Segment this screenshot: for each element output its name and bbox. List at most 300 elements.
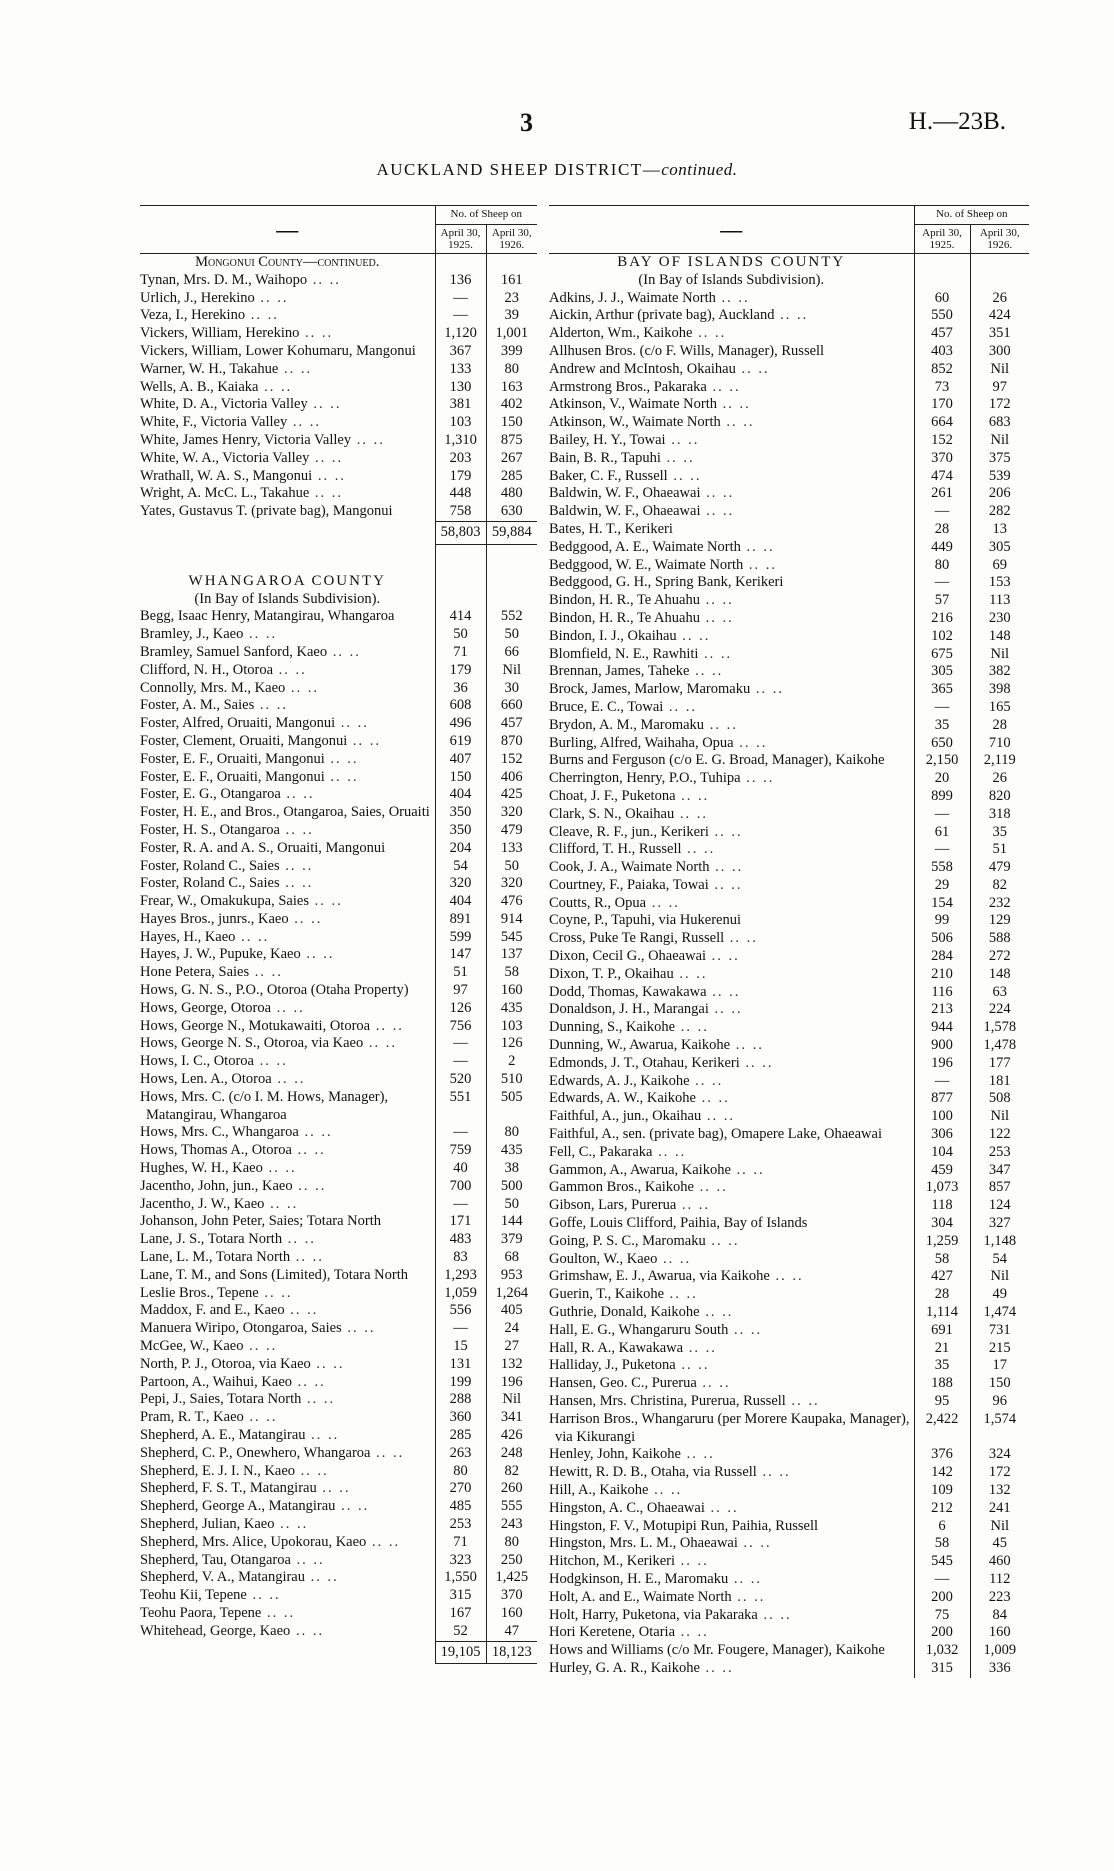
sheep-1925: 28	[914, 521, 970, 539]
leader-dots: .. ..	[676, 627, 711, 644]
sheep-1926: 82	[486, 1463, 537, 1481]
table-row	[140, 290, 537, 308]
entry-label: Hansen, Mrs. Christina, Purerua, Russell	[549, 1393, 786, 1409]
entry-label: Brennan, James, Taheke	[549, 663, 690, 680]
table-row	[549, 628, 1029, 646]
leader-dots: .. ..	[299, 325, 334, 342]
sheep-1925: 167	[435, 1605, 486, 1623]
entry-label: Hayes, H., Kaeo	[140, 928, 236, 945]
sheep-1926: 914	[486, 911, 537, 929]
leader-dots: .. ..	[706, 983, 741, 1000]
sheep-1926: 206	[970, 485, 1029, 503]
empty-cell	[914, 254, 970, 272]
entry-label: Atkinson, V., Waimate North	[549, 396, 717, 413]
entry-label: Bruce, E. C., Towai	[549, 698, 664, 715]
sheep-1925: 75	[914, 1607, 970, 1625]
entry-name	[549, 1179, 914, 1197]
table-row	[140, 1587, 537, 1605]
sheep-1925: 381	[435, 396, 486, 414]
entry-name	[549, 1197, 914, 1215]
entry-label: Atkinson, W., Waimate North	[549, 414, 721, 431]
table-row	[140, 1374, 537, 1392]
sheep-1926: 50	[486, 626, 537, 644]
sheep-1925: 506	[914, 930, 970, 948]
sheep-1925: 130	[435, 379, 486, 397]
header-dash: —	[140, 206, 435, 254]
sheep-1925: 376	[914, 1446, 970, 1464]
sheep-1926: 267	[486, 450, 537, 468]
sheep-1926: Nil	[486, 662, 537, 680]
leader-dots: .. ..	[709, 859, 744, 876]
sheep-1926: 305	[970, 539, 1029, 557]
table-row	[140, 840, 537, 858]
entry-name	[549, 895, 914, 913]
table-row	[549, 681, 1029, 699]
empty-cell	[486, 544, 537, 573]
sheep-1925: 284	[914, 948, 970, 966]
table-row	[549, 1340, 1029, 1358]
table-row	[549, 414, 1029, 432]
entry-label: Hows, Thomas A., Otoroa	[140, 1142, 292, 1159]
sheep-1925: 28	[914, 1286, 970, 1304]
table-row	[549, 503, 1029, 521]
leader-dots: .. ..	[324, 750, 359, 767]
leader-dots: .. ..	[288, 910, 323, 927]
entry-name	[549, 1553, 914, 1571]
sheep-1925: 404	[435, 893, 486, 911]
entry-label: Shepherd, George A., Matangirau	[140, 1498, 336, 1515]
spacer-row	[140, 544, 537, 573]
empty-cell	[435, 591, 486, 609]
entry-label: Shepherd, Tau, Otangaroa	[140, 1551, 291, 1568]
entry-name	[549, 646, 914, 664]
sheep-1926: 165	[970, 699, 1029, 717]
leader-dots: .. ..	[243, 626, 278, 643]
entry-name	[549, 1500, 914, 1518]
sheep-1926: 406	[486, 769, 537, 787]
entry-name	[549, 379, 914, 397]
table-row	[549, 1055, 1029, 1073]
sheep-1926: 1,478	[970, 1037, 1029, 1055]
sheep-1926: 161	[486, 272, 537, 290]
sheep-1926: 23	[486, 290, 537, 308]
sheep-1925: 200	[914, 1624, 970, 1642]
entry-name	[140, 804, 435, 822]
table-row	[549, 450, 1029, 468]
sheep-1926: 318	[970, 806, 1029, 824]
sheep-1925: 285	[435, 1427, 486, 1445]
county-subheading-bay-of-islands: (In Bay of Islands Subdivision).	[638, 271, 825, 288]
entry-name	[549, 557, 914, 575]
table-row	[140, 929, 537, 947]
entry-label: Baldwin, W. F., Ohaeawai	[549, 503, 701, 520]
sheep-1925: 691	[914, 1322, 970, 1340]
sheep-1926: 424	[970, 307, 1029, 325]
leader-dots: .. ..	[737, 1535, 772, 1552]
sheep-1926: Nil	[970, 1108, 1029, 1126]
table-row	[549, 468, 1029, 486]
entry-label: Edmonds, J. T., Otahau, Kerikeri	[549, 1054, 740, 1071]
leader-dots: .. ..	[675, 1624, 709, 1641]
entry-name	[549, 1233, 914, 1251]
sheep-1925: 619	[435, 733, 486, 751]
leader-dots: .. ..	[700, 485, 735, 502]
sheep-1926: 398	[970, 681, 1029, 699]
sheep-1926: 351	[970, 325, 1029, 343]
leader-dots: .. ..	[262, 1160, 297, 1177]
leader-dots: .. ..	[273, 661, 307, 678]
sheep-1925: 2,150	[914, 752, 970, 770]
entry-name	[140, 1018, 435, 1036]
leader-dots: .. ..	[730, 1161, 765, 1178]
entry-name	[549, 1055, 914, 1073]
sheep-1925: 6	[914, 1518, 970, 1536]
entry-label: Wrathall, W. A. S., Mangonui	[140, 467, 313, 484]
sheep-1925: 170	[914, 396, 970, 414]
header-dash: —	[549, 206, 914, 254]
table-row	[140, 1160, 537, 1178]
sheep-1925: 71	[435, 644, 486, 662]
table-row	[549, 1304, 1029, 1322]
leader-dots: .. ..	[728, 1570, 762, 1587]
sheep-1926: 505	[486, 1089, 537, 1125]
table-row	[140, 1249, 537, 1267]
sheep-1925: —	[435, 307, 486, 325]
sheep-1925: 899	[914, 788, 970, 806]
leader-dots: .. ..	[243, 1409, 278, 1426]
leader-dots: .. ..	[739, 1054, 774, 1071]
table-row	[140, 982, 537, 1000]
entry-name	[140, 290, 435, 308]
entry-label: Warner, W. H., Takahue	[140, 360, 279, 377]
leader-dots: .. ..	[274, 1515, 309, 1532]
entry-label: Clifford, T. H., Russell	[549, 841, 682, 858]
sheep-1925: 29	[914, 877, 970, 895]
table-row	[140, 1213, 537, 1231]
entry-name	[549, 450, 914, 468]
table-row	[549, 717, 1029, 735]
sheep-1925: 36	[435, 680, 486, 698]
table-row	[549, 1464, 1029, 1482]
entry-label: Dodd, Thomas, Kawakawa	[549, 983, 707, 1000]
sheep-1925: 474	[914, 468, 970, 486]
sheep-1926: 300	[970, 343, 1029, 361]
entry-label: Foster, R. A. and A. S., Oruaiti, Mangonui	[140, 839, 386, 856]
entry-label: Allhusen Bros. (c/o F. Wills, Manager), Russell	[549, 342, 825, 359]
leader-dots: .. ..	[699, 592, 734, 609]
table-row	[140, 608, 537, 626]
entry-label: Fell, C., Pakaraka	[549, 1143, 653, 1160]
table-row	[549, 1553, 1029, 1571]
left-sheep-table	[140, 205, 537, 1664]
sheep-1926: 82	[970, 877, 1029, 895]
leader-dots: .. ..	[699, 609, 734, 626]
entry-label: Shepherd, C. P., Onewhero, Whangaroa	[140, 1444, 371, 1461]
leader-dots: .. ..	[683, 1339, 717, 1356]
sheep-1925: 100	[914, 1108, 970, 1126]
empty-cell	[140, 1641, 435, 1664]
sheep-1925: 414	[435, 608, 486, 626]
table-row	[549, 1286, 1029, 1304]
table-row	[549, 646, 1029, 664]
empty-cell	[914, 272, 970, 290]
leader-dots: .. ..	[665, 431, 700, 448]
table-row	[140, 503, 537, 521]
sheep-1926: 379	[486, 1231, 537, 1249]
entry-name	[549, 414, 914, 432]
sheep-1925: 263	[435, 1445, 486, 1463]
sheep-1926: 820	[970, 788, 1029, 806]
leader-dots: .. ..	[699, 1304, 734, 1321]
empty-cell	[140, 544, 435, 573]
sheep-1925: 852	[914, 361, 970, 379]
sheep-1925: 350	[435, 804, 486, 822]
entry-label: White, D. A., Victoria Valley	[140, 396, 308, 413]
sheep-1926: 1,264	[486, 1285, 537, 1303]
entry-label: Bindon, H. R., Te Ahuahu	[549, 609, 700, 626]
table-row	[140, 1285, 537, 1303]
table-row	[549, 1144, 1029, 1162]
sheep-1925: 1,114	[914, 1304, 970, 1322]
leader-dots: .. ..	[366, 1533, 401, 1550]
sheep-1925: 261	[914, 485, 970, 503]
entry-name	[549, 1518, 914, 1536]
table-row	[549, 1589, 1029, 1607]
total-1926: 59,884	[486, 521, 537, 544]
table-row	[549, 574, 1029, 592]
entry-label: Hows, Mrs. C. (c/o I. M. Hows, Manager), Matangirau, Whangaroa	[140, 1088, 389, 1123]
entry-name	[140, 396, 435, 414]
table-row	[140, 964, 537, 982]
table-row	[549, 521, 1029, 539]
total-row	[140, 521, 537, 544]
empty-cell	[486, 591, 537, 609]
entry-label: Wells, A. B., Kaiaka	[140, 378, 259, 395]
entry-label: Shepherd, E. J. I. N., Kaeo	[140, 1462, 296, 1479]
entry-name	[549, 1624, 914, 1642]
sheep-1926: 1,001	[486, 325, 537, 343]
leader-dots: .. ..	[258, 378, 293, 395]
sheep-1925: 213	[914, 1001, 970, 1019]
sheep-1926: 341	[486, 1409, 537, 1427]
leader-dots: .. ..	[335, 715, 369, 732]
entry-label: Teohu Kii, Tepene	[140, 1587, 247, 1604]
entry-label: Veza, I., Herekino	[140, 307, 246, 324]
entry-label: Hingston, F. V., Motupipi Run, Paihia, Russell	[549, 1517, 819, 1534]
leader-dots: .. ..	[660, 449, 695, 466]
entry-name	[549, 1660, 914, 1678]
entry-name	[549, 984, 914, 1002]
sheep-1926: 126	[486, 1035, 537, 1053]
table-row	[549, 1197, 1029, 1215]
sheep-1926: 630	[486, 503, 537, 521]
entry-label: Jacentho, J. W., Kaeo	[140, 1195, 265, 1212]
entry-label: Hori Keretene, Otaria	[549, 1624, 676, 1641]
sheep-1926: 132	[970, 1482, 1029, 1500]
entry-label: Dixon, T. P., Okaihau	[549, 965, 674, 982]
sheep-1926: 152	[486, 751, 537, 769]
entry-name	[549, 681, 914, 699]
leader-dots: .. ..	[370, 1444, 405, 1461]
leader-dots: .. ..	[285, 679, 320, 696]
sheep-1926: 243	[486, 1516, 537, 1534]
table-row	[140, 414, 537, 432]
sheep-1925: —	[435, 1035, 486, 1053]
entry-name	[549, 806, 914, 824]
sheep-1926: Nil	[486, 1391, 537, 1409]
table-row	[549, 788, 1029, 806]
entry-name	[140, 1249, 435, 1267]
table-row	[140, 1000, 537, 1018]
table-row	[140, 379, 537, 397]
leader-dots: .. ..	[675, 787, 710, 804]
table-row	[140, 1196, 537, 1214]
entry-name	[549, 717, 914, 735]
table-row	[140, 1053, 537, 1071]
entry-name	[140, 1463, 435, 1481]
entry-label: Foster, Roland C., Saies	[140, 857, 280, 874]
leader-dots: .. ..	[290, 1249, 324, 1266]
table-row	[549, 557, 1029, 575]
entry-name	[140, 1142, 435, 1160]
table-row	[140, 1534, 537, 1552]
table-row	[140, 893, 537, 911]
leader-dots: .. ..	[673, 965, 708, 982]
sheep-1925: 58	[914, 1535, 970, 1553]
entry-name	[549, 1375, 914, 1393]
table-row	[140, 1035, 537, 1053]
sheep-1925: 599	[435, 929, 486, 947]
sheep-1925: 483	[435, 1231, 486, 1249]
table-row	[140, 1623, 537, 1641]
entry-name	[140, 1089, 435, 1125]
sheep-1925: 370	[914, 450, 970, 468]
sheep-1925: —	[435, 1124, 486, 1142]
entry-label: Lane, L. M., Totara North	[140, 1249, 291, 1266]
entry-label: Vickers, William, Lower Kohumaru, Mangonui	[140, 342, 416, 359]
entry-name	[140, 1569, 435, 1587]
leader-dots: .. ..	[271, 1071, 306, 1088]
entry-label: Maddox, F. and E., Kaeo	[140, 1302, 285, 1319]
entry-label: Bindon, H. R., Te Ahuahu	[549, 592, 700, 609]
header-april-1926: April 30, 1926.	[486, 225, 537, 254]
entry-label: Shepherd, V. A., Matangirau	[140, 1569, 305, 1586]
empty-cell	[435, 544, 486, 573]
sheep-1925: 1,059	[435, 1285, 486, 1303]
sheep-1926: 129	[970, 912, 1029, 930]
table-row	[140, 1124, 537, 1142]
total-row	[140, 1641, 537, 1664]
sheep-1926: 54	[970, 1251, 1029, 1269]
entry-label: Hayes, J. W., Pupuke, Kaeo	[140, 946, 301, 963]
entry-label: Hitchon, M., Kerikeri	[549, 1553, 676, 1570]
table-row	[549, 1090, 1029, 1108]
sheep-1926: 68	[486, 1249, 537, 1267]
sheep-1925: 61	[914, 824, 970, 842]
entry-name	[140, 769, 435, 787]
table-row	[549, 1019, 1029, 1037]
sheep-1925: 407	[435, 751, 486, 769]
entry-name	[549, 574, 914, 592]
leader-dots: .. ..	[693, 1179, 728, 1196]
entry-name	[140, 680, 435, 698]
sheep-1925: 891	[435, 911, 486, 929]
sheep-1926: 402	[486, 396, 537, 414]
table-row	[549, 1268, 1029, 1286]
entry-label: Bedggood, W. E., Waimate North	[549, 556, 744, 573]
table-row	[140, 343, 537, 361]
entry-name	[549, 877, 914, 895]
table-row	[549, 1215, 1029, 1233]
table-row	[140, 432, 537, 450]
entry-name	[549, 432, 914, 450]
sheep-1926: 1,578	[970, 1019, 1029, 1037]
entry-name	[140, 1391, 435, 1409]
sheep-1926: 122	[970, 1126, 1029, 1144]
entry-name	[140, 982, 435, 1000]
sheep-1925: 315	[914, 1660, 970, 1678]
table-row	[140, 1267, 537, 1285]
leader-dots: .. ..	[692, 325, 727, 342]
table-row	[140, 450, 537, 468]
table-row	[140, 1498, 537, 1516]
document-code: H.—23B.	[908, 108, 1006, 135]
entry-label: Armstrong Bros., Pakaraka	[549, 378, 707, 395]
entry-label: Coutts, R., Opua	[549, 894, 647, 911]
entry-name	[140, 662, 435, 680]
table-row	[140, 644, 537, 662]
leader-dots: .. ..	[757, 1606, 792, 1623]
entry-name	[549, 503, 914, 521]
sheep-1925: 404	[435, 786, 486, 804]
table-row	[549, 1162, 1029, 1180]
right-sheep-table	[549, 205, 1029, 1678]
entry-label: Whitehead, George, Kaeo	[140, 1622, 291, 1639]
entry-label: Shepherd, A. E., Matangirau	[140, 1427, 306, 1443]
sheep-1925: 700	[435, 1178, 486, 1196]
sheep-1925: 142	[914, 1464, 970, 1482]
leader-dots: .. ..	[676, 1197, 711, 1214]
entry-name	[549, 1037, 914, 1055]
table-row	[140, 1480, 537, 1498]
entry-label: Guthrie, Donald, Kaikohe	[549, 1304, 700, 1321]
leader-dots: .. ..	[279, 875, 314, 892]
entry-name	[549, 930, 914, 948]
table-row	[140, 1569, 537, 1587]
sheep-1925: 558	[914, 859, 970, 877]
entry-name	[549, 912, 914, 930]
sheep-1925: 650	[914, 735, 970, 753]
entry-name	[140, 1587, 435, 1605]
sheep-1926: 336	[970, 1660, 1029, 1678]
sheep-1926: 435	[486, 1000, 537, 1018]
sheep-1926: 435	[486, 1142, 537, 1160]
entry-name	[549, 752, 914, 770]
table-row	[140, 911, 537, 929]
sheep-1926: 69	[970, 557, 1029, 575]
sheep-1926: 479	[486, 822, 537, 840]
entry-label: Hughes, W. H., Kaeo	[140, 1160, 263, 1177]
entry-label: Hingston, A. C., Ohaeawai	[549, 1499, 705, 1516]
table-row	[549, 539, 1029, 557]
entry-label: North, P. J., Otoroa, via Kaeo	[140, 1355, 311, 1372]
table-row	[549, 1001, 1029, 1019]
leader-dots: .. ..	[708, 823, 743, 840]
sheep-1926: 260	[486, 1480, 537, 1498]
sheep-1926: 181	[970, 1073, 1029, 1091]
sheep-1925: 196	[914, 1055, 970, 1073]
sheep-1926: 1,148	[970, 1233, 1029, 1251]
